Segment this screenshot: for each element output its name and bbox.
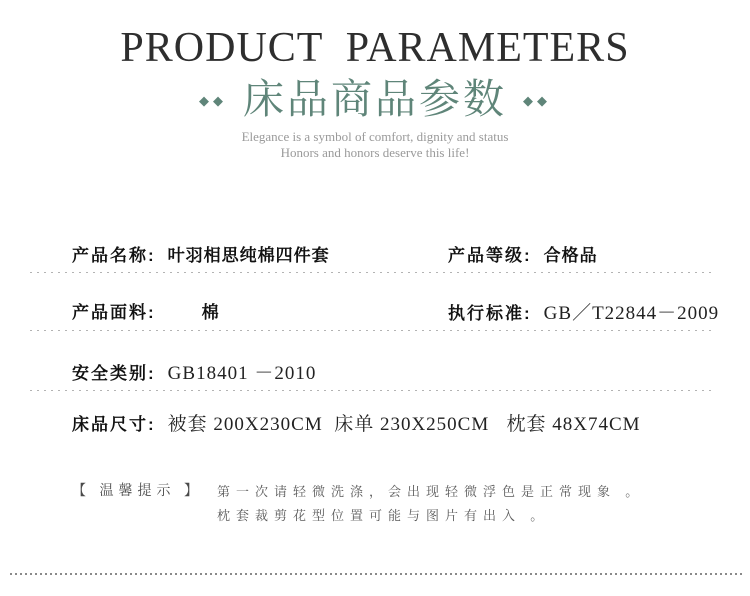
param-value: 棉 xyxy=(201,303,220,322)
param-safety xyxy=(72,358,316,385)
param-value: 合格品 xyxy=(543,246,598,265)
param-fabric xyxy=(72,298,220,323)
param-standard xyxy=(448,298,719,325)
tagline-line-2: Honors and honors deserve this life! xyxy=(280,145,470,160)
param-label: 安全类别: xyxy=(72,364,156,383)
tagline-line-1: Elegance is a symbol of comfort, dignity and status xyxy=(241,129,509,144)
param-value: GB／T22844－2009 xyxy=(543,303,720,324)
bottom-dotted-rule xyxy=(10,573,743,575)
param-product-grade xyxy=(448,241,598,266)
diamond-decor-right-icon: ◆◆ xyxy=(523,92,551,108)
param-value: 被套 200X230CM 床单 230X250CM 枕套 48X74CM xyxy=(167,414,641,435)
param-label: 产品等级: xyxy=(448,246,532,265)
page-subtitle: 床品商品参数 xyxy=(243,76,507,122)
warm-tips xyxy=(72,480,692,528)
dotted-divider xyxy=(30,330,715,331)
tagline xyxy=(0,129,750,161)
warm-tips-body xyxy=(217,480,644,528)
dotted-divider xyxy=(30,390,715,391)
header xyxy=(0,24,750,161)
page-title: PRODUCT PARAMETERS xyxy=(120,25,630,71)
param-label: 产品面料: xyxy=(72,303,156,322)
param-product-name xyxy=(72,241,330,266)
subtitle-row xyxy=(0,76,750,122)
warm-tips-label: 【 温馨提示 】 xyxy=(72,484,203,499)
warm-tips-line-2: 枕套裁剪花型位置可能与图片有出入 。 xyxy=(217,508,550,523)
param-value: GB18401 －2010 xyxy=(167,363,317,384)
diamond-decor-left-icon: ◆◆ xyxy=(199,92,227,108)
param-label: 产品名称: xyxy=(72,246,156,265)
param-value: 叶羽相思纯棉四件套 xyxy=(167,246,330,265)
param-label: 床品尺寸: xyxy=(72,415,156,434)
warm-tips-line-1: 第一次请轻微洗涤，会出现轻微浮色是正常现象 。 xyxy=(217,484,645,499)
param-sizes xyxy=(72,409,641,436)
param-label: 执行标准: xyxy=(448,304,532,323)
dotted-divider xyxy=(30,272,715,273)
